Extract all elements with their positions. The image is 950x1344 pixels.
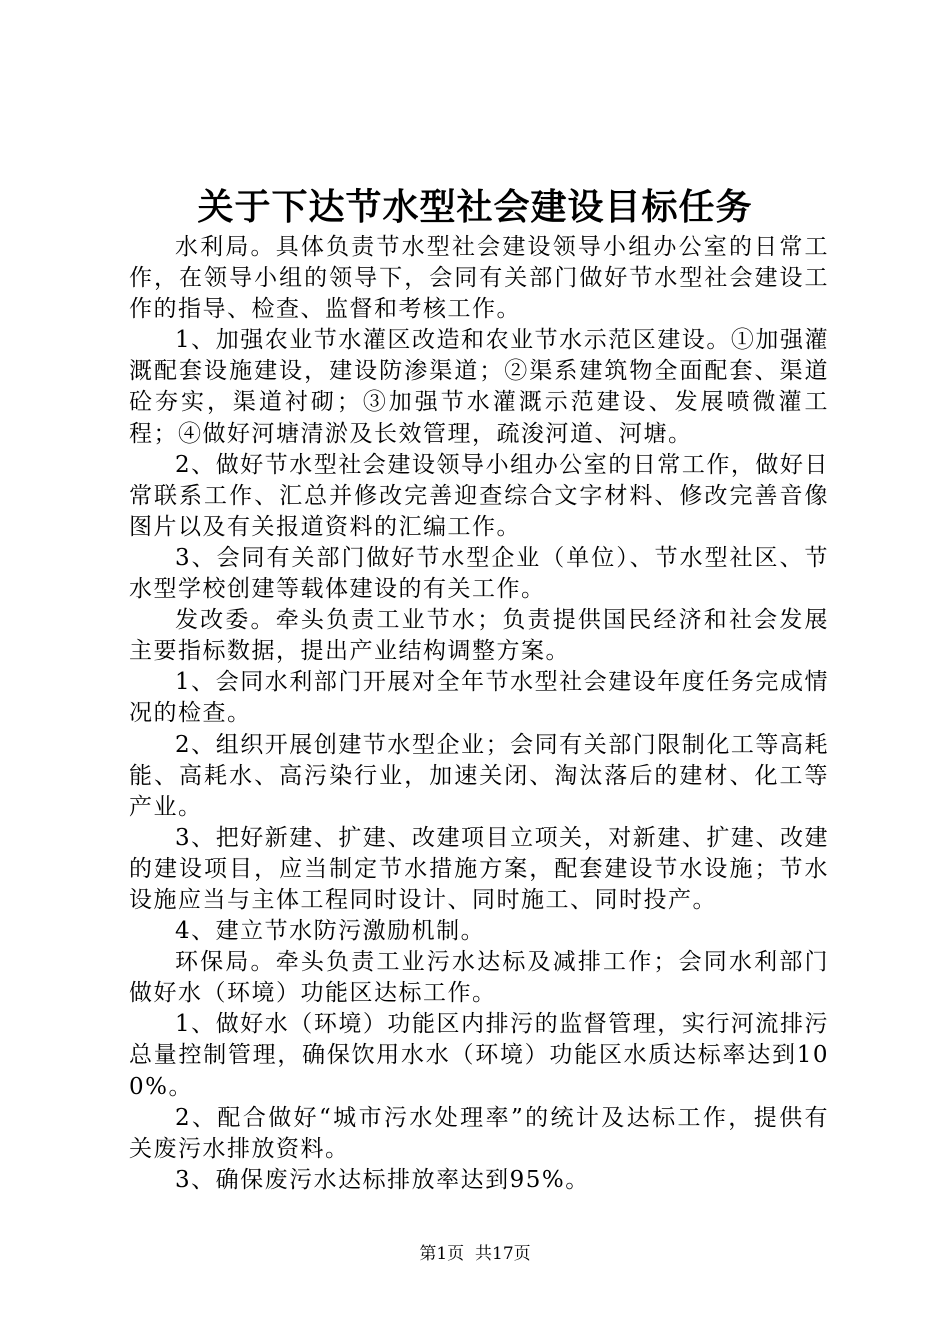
paragraph: 1、会同水利部门开展对全年节水型社会建设年度任务完成情况的检查。 xyxy=(129,669,829,727)
paragraph: 3、确保废污水达标排放率达到95%。 xyxy=(175,1166,590,1193)
paragraph: 2、配合做好“城市污水处理率”的统计及达标工作，提供有关废污水排放资料。 xyxy=(129,1104,829,1162)
paragraph: 1、加强农业节水灌区改造和农业节水示范区建设。①加强灌溉配套设施建设，建设防渗渠道；②渠系建筑物全面配套、渠道砼夯实，渠道衬砌；③加强节水灌溉示范建设、发展喷微灌工程；④做好河塘清淤及长效管理，疏浚河道、河塘。 xyxy=(129,327,829,447)
page-total: 共17页 xyxy=(475,1244,531,1264)
paragraph: 2、组织开展创建节水型企业；会同有关部门限制化工等高耗能、高耗水、高污染行业，加速关闭、淘汰落后的建材、化工等产业。 xyxy=(129,731,829,820)
paragraph: 发改委。牵头负责工业节水；负责提供国民经济和社会发展主要指标数据，提出产业结构调整方案。 xyxy=(129,607,829,665)
paragraph: 1、做好水（环境）功能区内排污的监督管理，实行河流排污总量控制管理，确保饮用水水（环境）功能区水质达标率达到100%。 xyxy=(129,1011,829,1100)
document-title: 关于下达节水型社会建设目标任务 xyxy=(197,187,753,228)
page-footer xyxy=(0,1242,950,1266)
paragraph: 4、建立节水防污激励机制。 xyxy=(175,918,486,945)
paragraph: 环保局。牵头负责工业污水达标及减排工作；会同水利部门做好水（环境）功能区达标工作。 xyxy=(129,949,829,1007)
paragraph: 水利局。具体负责节水型社会建设领导小组办公室的日常工作，在领导小组的领导下，会同有关部门做好节水型社会建设工作的指导、检查、监督和考核工作。 xyxy=(129,234,829,323)
page-number: 第1页 xyxy=(419,1244,465,1264)
paragraph: 2、做好节水型社会建设领导小组办公室的日常工作，做好日常联系工作、汇总并修改完善迎查综合文字材料、修改完善音像图片以及有关报道资料的汇编工作。 xyxy=(129,451,829,540)
paragraph: 3、会同有关部门做好节水型企业（单位）、节水型社区、节水型学校创建等载体建设的有关工作。 xyxy=(129,544,829,603)
paragraph: 3、把好新建、扩建、改建项目立项关，对新建、扩建、改建的建设项目，应当制定节水措施方案，配套建设节水设施；节水设施应当与主体工程同时设计、同时施工、同时投产。 xyxy=(129,824,829,913)
document-body xyxy=(129,232,829,1196)
